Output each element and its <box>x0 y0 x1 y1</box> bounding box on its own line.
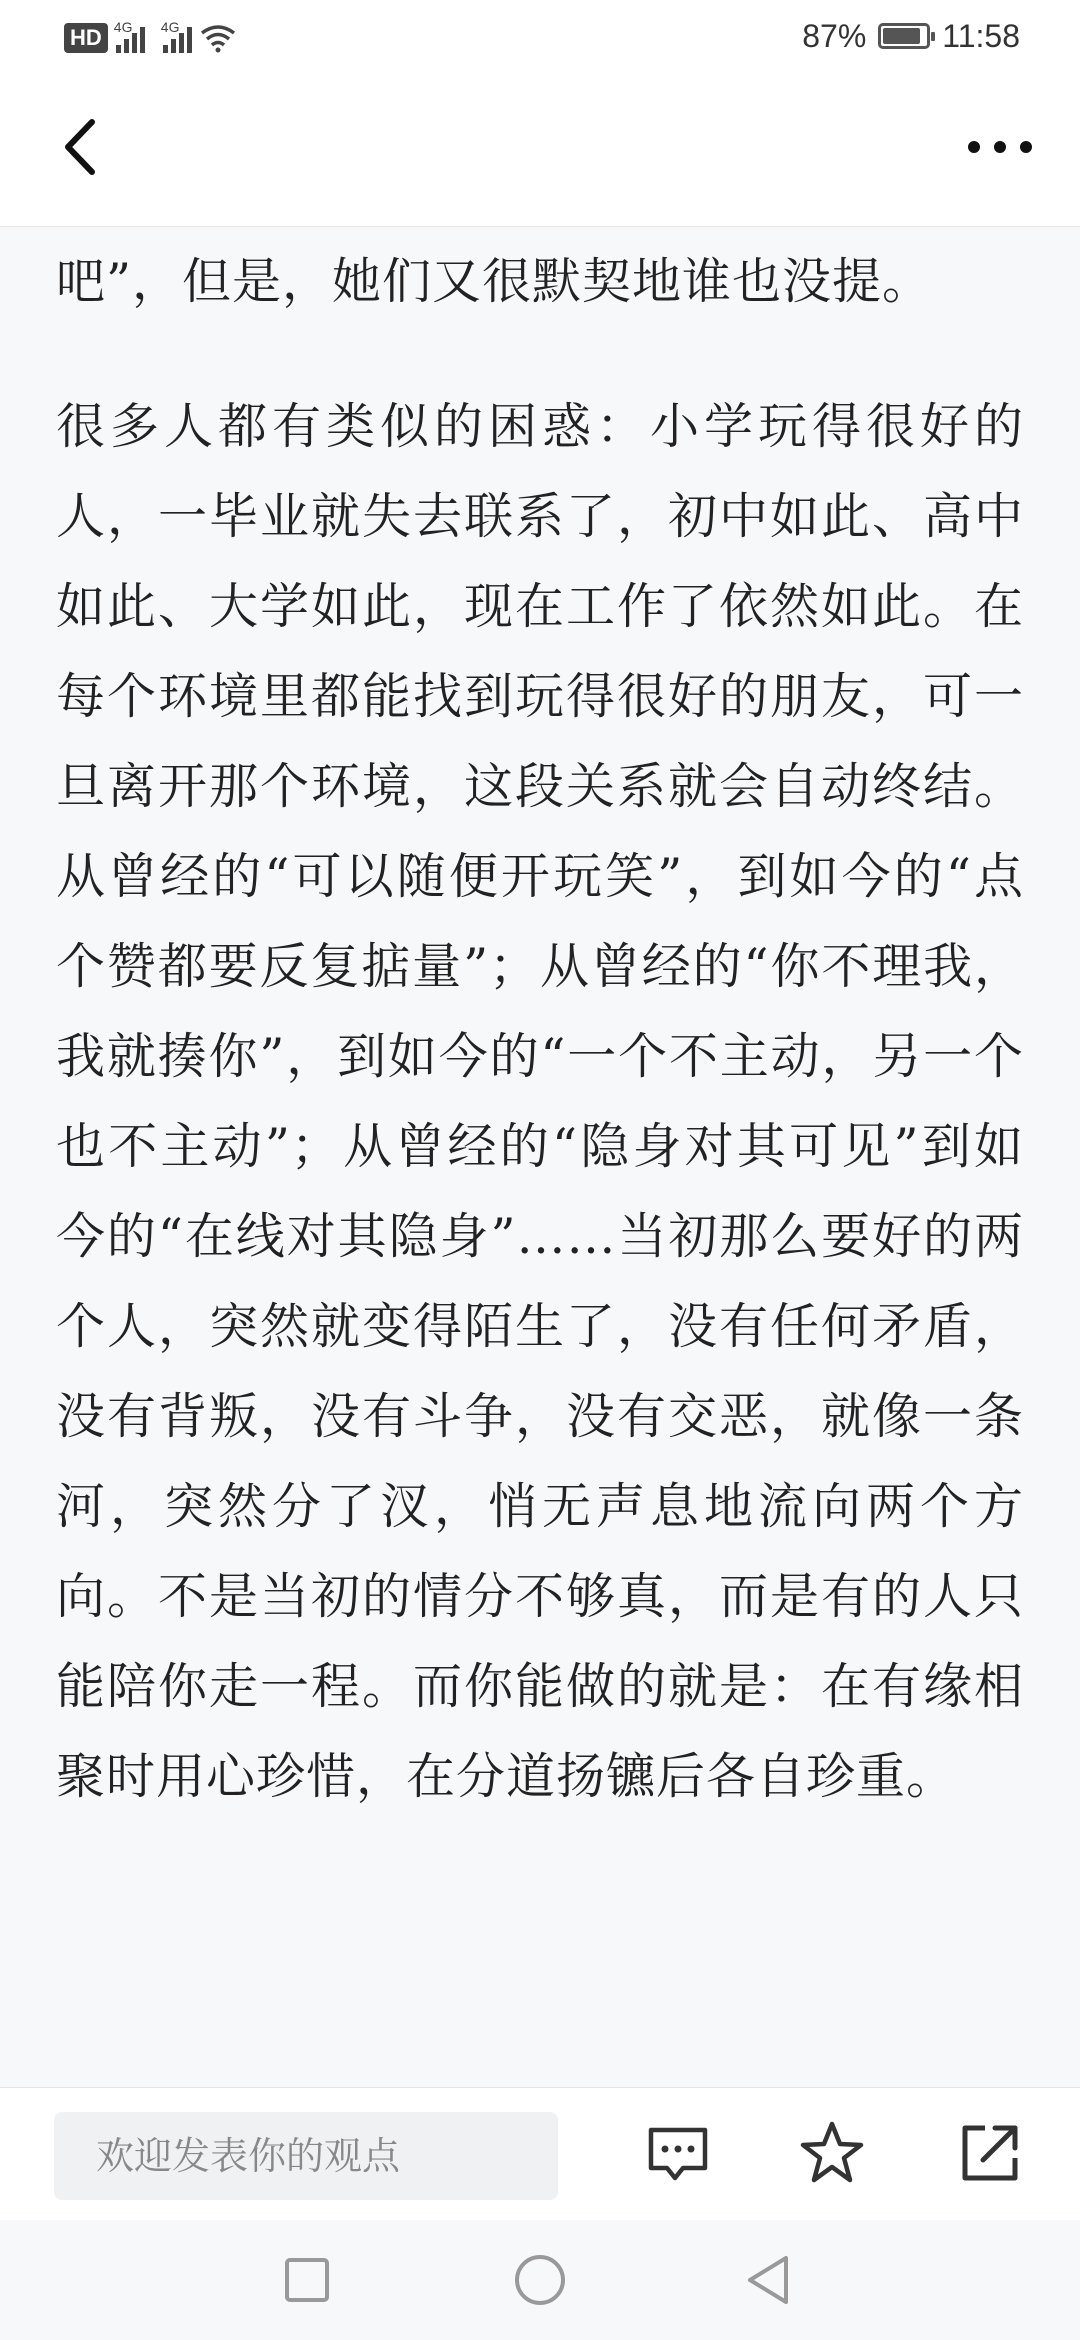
article-paragraph: 很多人都有类似的困惑：小学玩得很好的人，一毕业就失去联系了，初中如此、高中如此、大学如此，现在工作了依然如此。在每个环境里都能找到玩得很好的朋友，可一旦离开那个环境，这段关系就会自动终结。从曾经的“可以随便开玩笑”，到如今的“点个赞都要反复掂量”；从曾经的“你不理我，我就揍你”，到如今的“一个不主动，另一个也不主动”；从曾经的“隐身对其可见”到如今的“在线对其隐身”……当初那么要好的两个人，突然就变得陌生了，没有任何矛盾，没有背叛，没有斗争，没有交恶，就像一条河，突然分了汊，悄无声息地流向两个方向。不是当初的情分不够真，而是有的人只能陪你走一程。而你能做的就是：在有缘相聚时用心珍惜，在分道扬镳后各自珍重。 <box>56 398 1024 1805</box>
clock: 11:58 <box>942 17 1020 54</box>
battery-percent: 87% <box>802 17 867 54</box>
system-nav-bar <box>0 2220 1080 2340</box>
signal-icon <box>160 19 192 53</box>
status-bar <box>0 0 1080 72</box>
hd-badge: HD <box>64 23 108 53</box>
comment-bubble-icon[interactable] <box>643 2118 713 2188</box>
network-tag: 4G <box>160 19 180 35</box>
network-tag: 4G <box>113 19 133 35</box>
article-content <box>0 227 1080 2087</box>
signal-icon <box>113 19 145 53</box>
status-indicators <box>64 18 236 58</box>
article-paragraph: 吧”，但是，她们又很默契地谁也没提。 <box>56 253 933 310</box>
status-right <box>802 14 1020 58</box>
battery-icon <box>878 23 930 49</box>
back-triangle-icon[interactable] <box>740 2250 800 2310</box>
comment-input[interactable]: 欢迎发表你的观点 <box>54 2112 558 2200</box>
share-icon[interactable] <box>955 2118 1025 2188</box>
recents-square-icon[interactable] <box>277 2250 337 2310</box>
bottom-action-bar <box>0 2087 1080 2221</box>
top-nav-bar <box>0 72 1080 227</box>
home-circle-icon[interactable] <box>510 2250 570 2310</box>
more-dots-icon[interactable] <box>960 112 1040 182</box>
star-icon[interactable] <box>797 2118 867 2188</box>
back-chevron-icon[interactable] <box>50 112 120 182</box>
wifi-icon <box>200 23 236 53</box>
